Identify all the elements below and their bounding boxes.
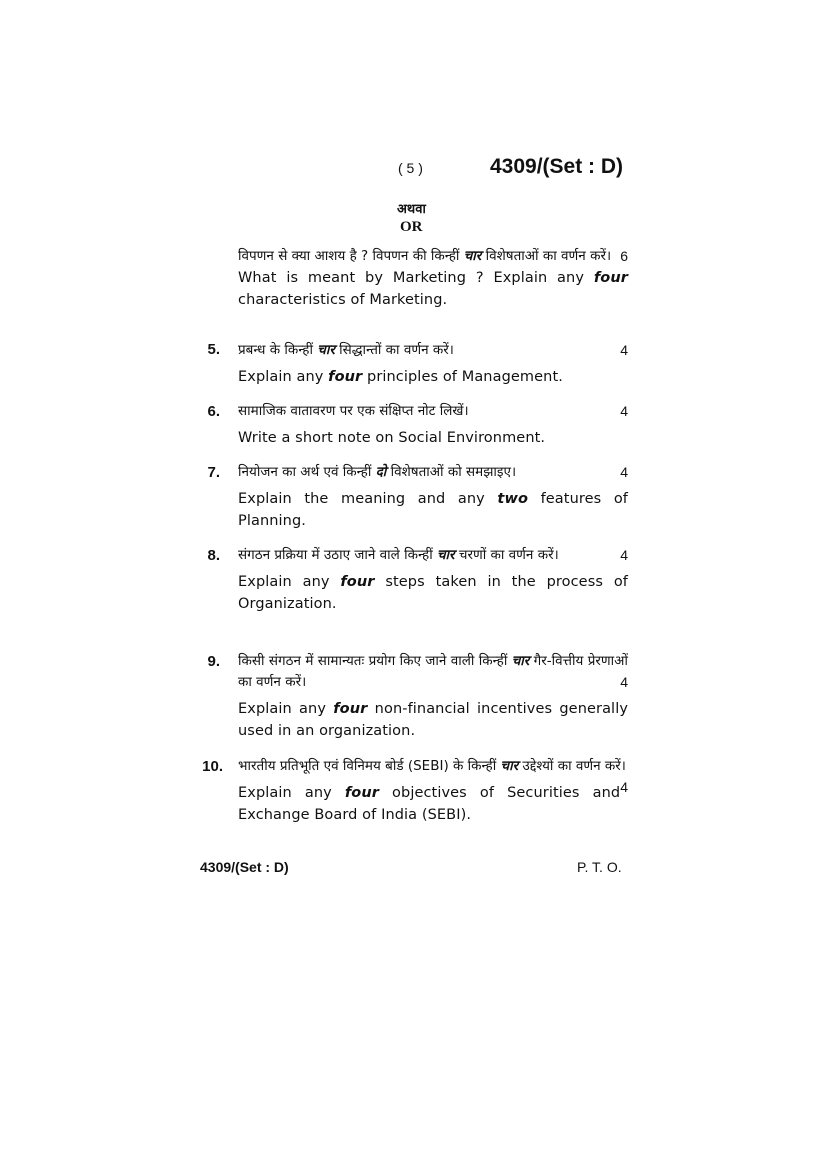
question-english: Explain the meaning and any two features of Planning. bbox=[238, 491, 628, 529]
marks: 4 bbox=[620, 547, 628, 563]
question-4-alternative bbox=[238, 246, 628, 311]
question-hindi: किसी संगठन में सामान्यतः प्रयोग किए जाने वाली किन्हीं चार गैर-वित्तीय प्रेरणाओं का वर्णन करें। 4 bbox=[238, 651, 628, 693]
marks: 4 bbox=[620, 403, 628, 419]
question-number: 6. bbox=[207, 403, 220, 420]
question-hindi: प्रबन्ध के किन्हीं चार सिद्धान्तों का वर्णन करें। 4 bbox=[238, 340, 628, 361]
marks: 4 bbox=[620, 779, 628, 795]
question-hindi: भारतीय प्रतिभूति एवं विनिमय बोर्ड (SEBI) के किन्हीं चार उद्देश्यों का वर्णन करें। 4 bbox=[238, 756, 628, 777]
question-hindi: संगठन प्रक्रिया में उठाए जाने वाले किन्हीं चार चरणों का वर्णन करें। 4 bbox=[238, 545, 628, 566]
question-english: Explain any four objectives of Securities and Exchange Board of India (SEBI). bbox=[238, 785, 621, 823]
question-english: Explain any four principles of Management. bbox=[238, 369, 563, 385]
paper-code-header: 4309/(Set : D) bbox=[490, 155, 624, 178]
paper-code-footer: 4309/(Set : D) bbox=[200, 859, 289, 875]
question-english: Explain any four non-financial incentives generally used in an organization. bbox=[238, 701, 628, 739]
or-english: OR bbox=[400, 219, 423, 235]
page-number: ( 5 ) bbox=[398, 160, 423, 176]
question-english: Explain any four steps taken in the process of Organization. bbox=[238, 574, 628, 612]
question-number: 7. bbox=[207, 464, 220, 481]
question-number: 5. bbox=[207, 341, 220, 358]
question-5 bbox=[238, 340, 628, 388]
question-number: 10. bbox=[202, 758, 223, 775]
question-hindi: नियोजन का अर्थ एवं किन्हीं दो विशेषताओं को समझाइए। 4 bbox=[238, 462, 628, 483]
question-7 bbox=[238, 462, 628, 532]
question-hindi: विपणन से क्या आशय है ? विपणन की किन्हीं चार विशेषताओं का वर्णन करें। 6 bbox=[238, 246, 628, 267]
question-9 bbox=[238, 651, 628, 742]
marks: 4 bbox=[620, 464, 628, 480]
question-english: What is meant by Marketing ? Explain any four characteristics of Marketing. bbox=[238, 270, 628, 308]
question-10 bbox=[238, 756, 628, 826]
marks: 6 bbox=[620, 248, 628, 264]
question-hindi: सामाजिक वातावरण पर एक संक्षिप्त नोट लिखें। 4 bbox=[238, 401, 628, 422]
question-english: Write a short note on Social Environment. bbox=[238, 430, 546, 446]
or-hindi: अथवा bbox=[397, 202, 426, 217]
please-turn-over: P. T. O. bbox=[577, 859, 622, 875]
marks: 4 bbox=[620, 674, 628, 690]
question-number: 8. bbox=[207, 547, 220, 564]
question-8 bbox=[238, 545, 628, 615]
question-number: 9. bbox=[207, 653, 220, 670]
marks: 4 bbox=[620, 342, 628, 358]
question-6 bbox=[238, 401, 628, 449]
